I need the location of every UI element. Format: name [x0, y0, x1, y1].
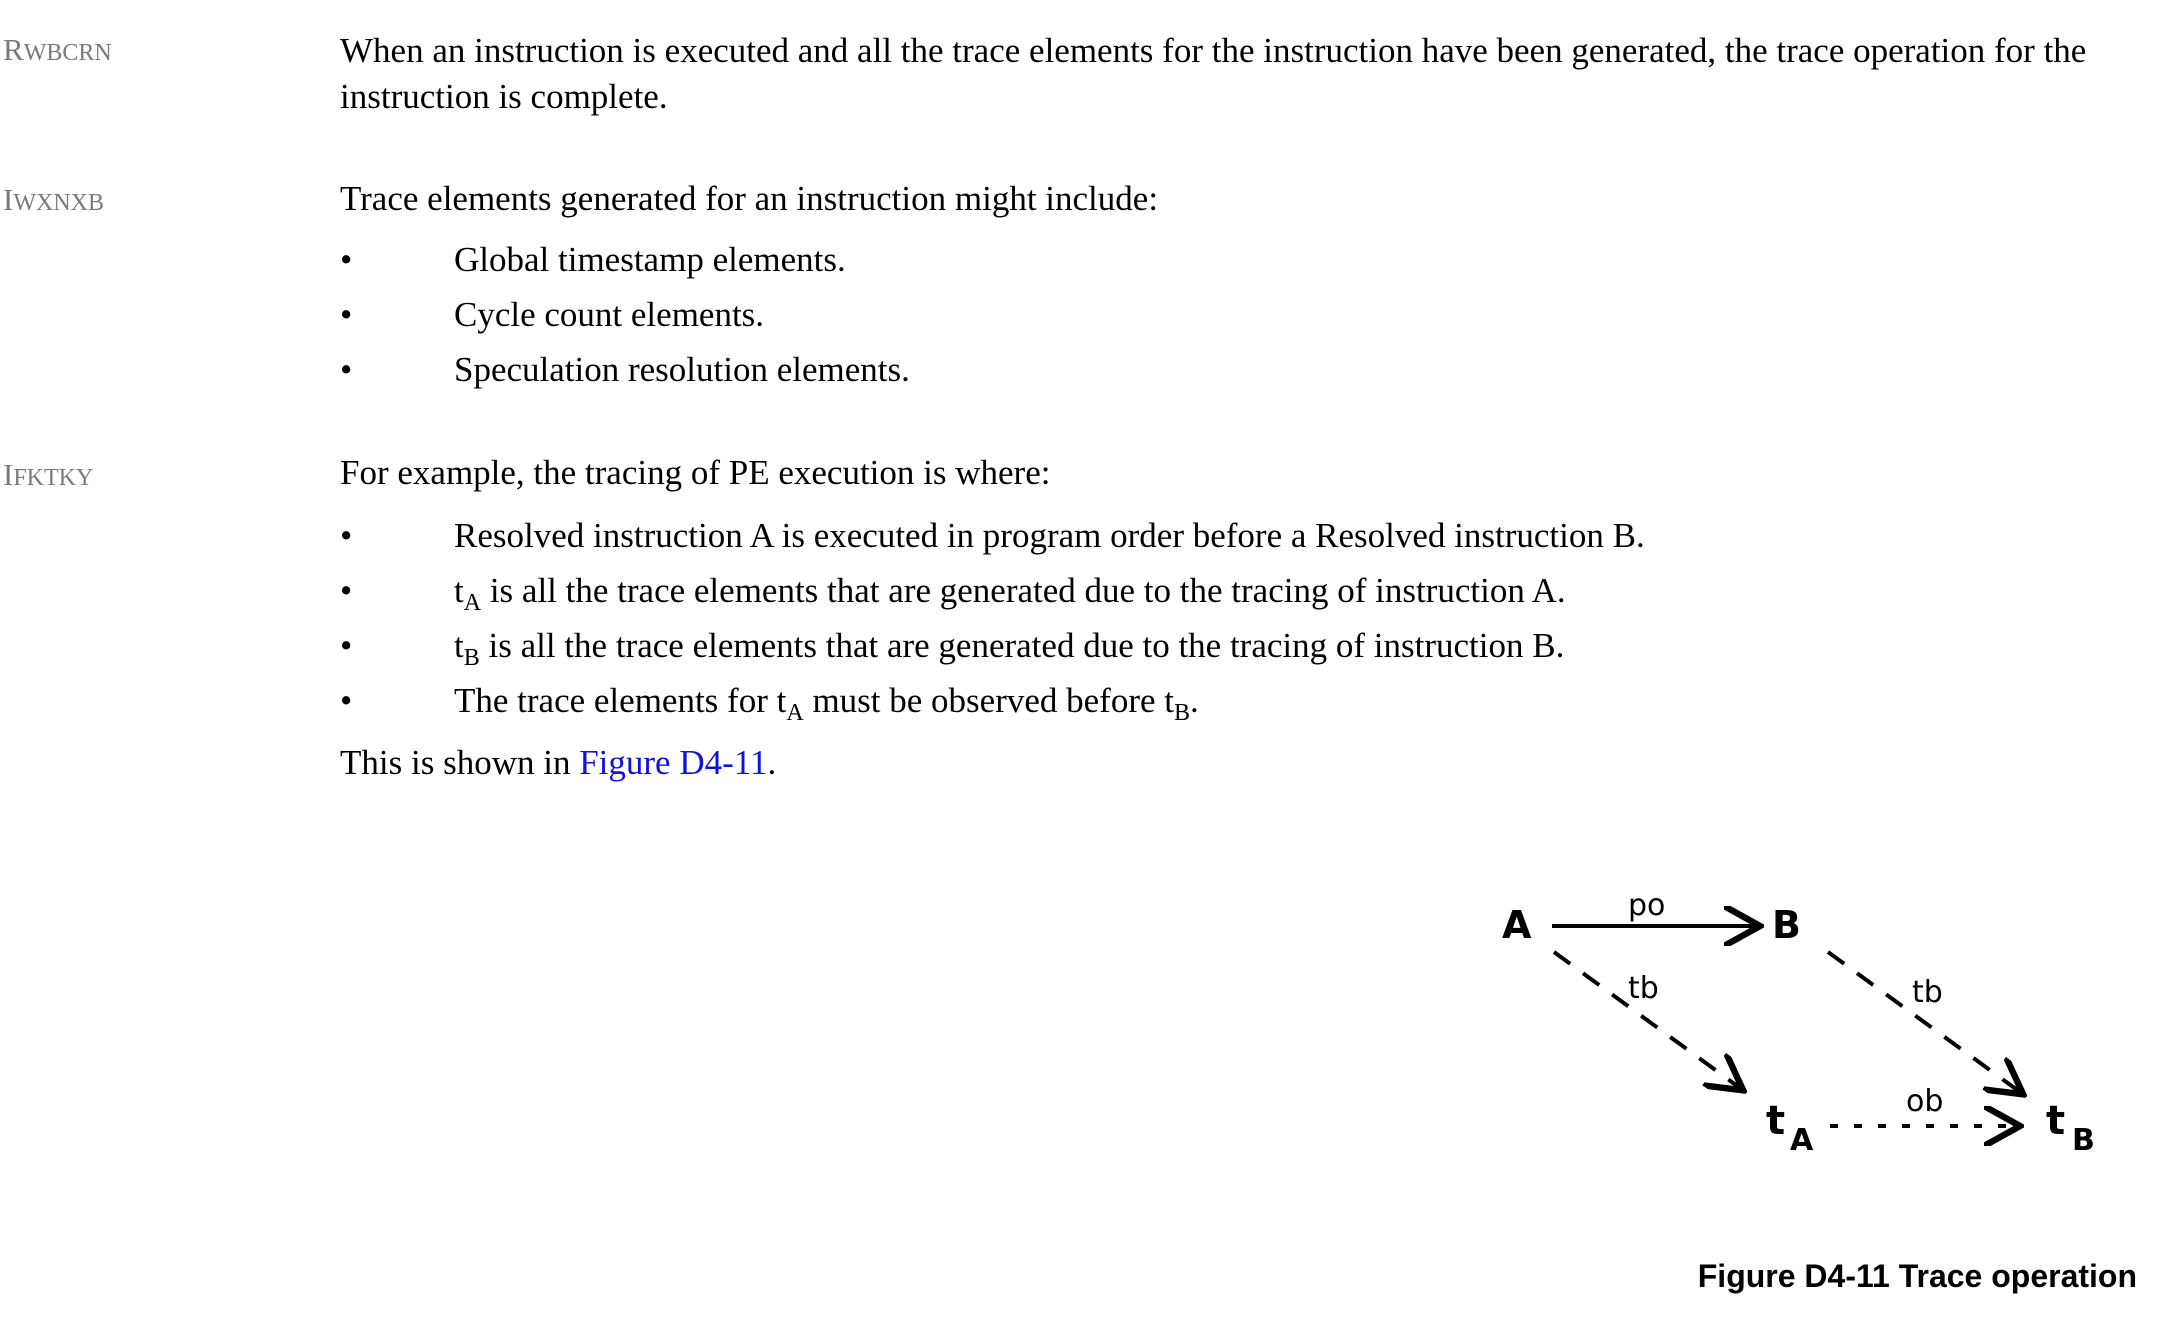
trace-operation-diagram	[1480, 870, 2140, 1190]
rule-id-prefix: I	[3, 457, 14, 492]
paragraph-trace-elements: Trace elements generated for an instruction might include:	[340, 179, 1159, 218]
rule-id-suffix: WBCRN	[23, 40, 112, 66]
rule-id-prefix: I	[3, 182, 14, 217]
rule-id-suffix: WXNXB	[13, 190, 104, 216]
bullet-marker: •	[340, 295, 353, 334]
edge-tb-right-arrow	[1828, 952, 2020, 1092]
rule-id-1	[3, 32, 112, 68]
bullet-marker: •	[340, 626, 353, 665]
rule-id-suffix: FKTKY	[13, 465, 94, 491]
paragraph-example: For example, the tracing of PE execution is where:	[340, 453, 1051, 492]
list-item: The trace elements for $t_A$ must be observed before $t_B$.	[454, 681, 1199, 726]
list-item: Speculation resolution elements.	[454, 350, 910, 389]
edge-tb-right-label: tb	[1912, 975, 1943, 1010]
list-item: Resolved instruction A is executed in program order before a Resolved instruction B.	[454, 516, 1645, 555]
edge-ob-label: ob	[1906, 1084, 1944, 1119]
node-ta-sub: A	[1790, 1123, 1814, 1158]
bullet-marker: •	[340, 350, 353, 389]
paragraph-figure-ref	[340, 740, 2140, 786]
rule-id-prefix: R	[3, 32, 24, 67]
list-item: Global timestamp elements.	[454, 240, 846, 279]
bullet-marker: •	[340, 516, 353, 555]
figure-caption: Figure D4-11 Trace operation	[1697, 1258, 2137, 1294]
figure-link[interactable]: Figure D4-11	[579, 743, 768, 782]
list-item: $t_A$ is all the trace elements that are generated due to the tracing of instruction A.	[454, 571, 1566, 616]
node-ta-label: t	[1766, 1098, 1786, 1144]
node-tb-label: t	[2046, 1098, 2066, 1144]
list-item: $t_B$ is all the trace elements that are generated due to the tracing of instruction B.	[454, 626, 1565, 671]
rule-id-3	[3, 457, 93, 493]
bullet-marker: •	[340, 240, 353, 279]
edge-po-label: po	[1628, 888, 1666, 923]
figure-ref-text: This is shown in	[340, 743, 580, 782]
list-item: Cycle count elements.	[454, 295, 765, 334]
node-b-label: B	[1772, 903, 1801, 947]
node-tb-sub: B	[2072, 1123, 2095, 1158]
bullet-marker: •	[340, 681, 353, 720]
bullet-marker: •	[340, 571, 353, 610]
paragraph-completion: When an instruction is executed and all the trace elements for the instruction have been generated, the trace operation for the instruction is complete.	[340, 31, 2087, 116]
edge-tb-left-label: tb	[1628, 971, 1659, 1006]
figure-ref-period: .	[767, 743, 777, 782]
rule-id-2	[3, 182, 104, 218]
node-a-label: A	[1502, 903, 1532, 947]
